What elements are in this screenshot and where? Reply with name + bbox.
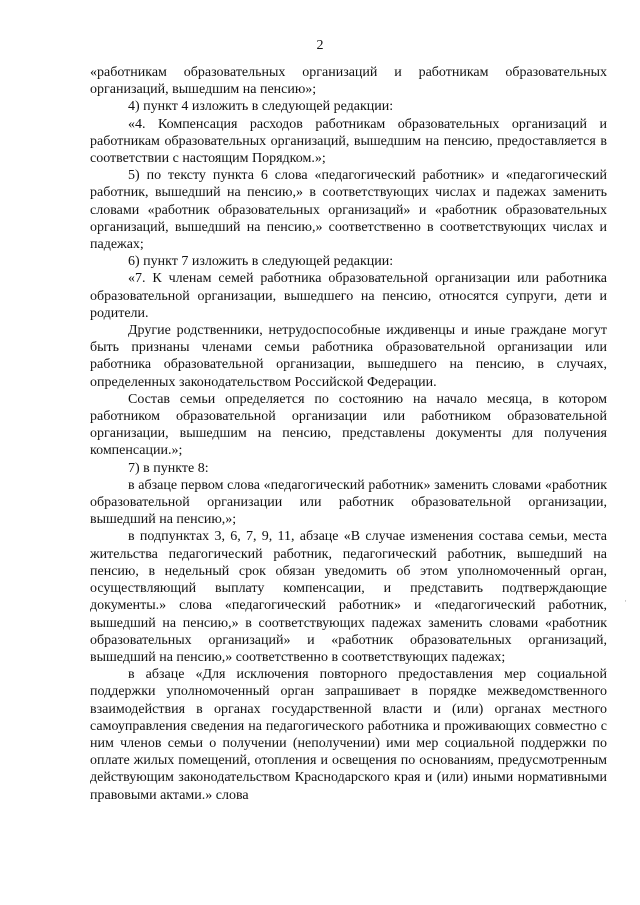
paragraph: 6) пункт 7 изложить в следующей редакции: (128, 254, 394, 270)
paragraph: Состав семьи определяется по состоянию на начало месяца, в котором работником образовательной организации или работником образовательной организации, вышедшим на пенсию, представлены документы для получения компенсации.»; (90, 391, 607, 459)
paragraph: 5) по тексту пункта 6 слова «педагогический работник» и «педагогический работник, вышедший на пенсию,» в соответствующих числах и падежах заменить словами «работник образовательных организаций» и «работник образовательных организаций, вышедший на пенсию,» соответственно в соответствующих числах и падежах; (90, 168, 607, 253)
paragraph: в абзаце «Для исключения повторного предоставления мер социальной поддержки уполномоченный орган запрашивает в порядке межведомственного взаимодействия в органах государственной власти и (или) органах местного самоуправления сведения на педагогического работника и проживающих совместно с ним членов семьи о получении (неполучении) ими мер социальной поддержки по оплате жилых помещений, отопления и освещения по основаниям, предусмотренным действующим законодательством Краснодарского края и (или) иными нормативными правовыми актами.» слова (90, 667, 607, 803)
paragraph: «7. К членам семей работника образовательной организации или работника образовательной организации, вышедшего на пенсию, относятся супруги, дети и родители. (90, 271, 607, 321)
paragraph: Другие родственники, нетрудоспособные иждивенцы и иные граждане могут быть признаны членами семьи работника образовательной организации или работника образовательной организации, вышедшего на пенсию, в случаях, определенных законодательством Российской Федерации. (90, 323, 607, 390)
paragraph: «4. Компенсация расходов работникам образовательных организаций и работникам образовательных организаций, вышедшим на пенсию, предоставляется в соответствии с настоящим Порядком.»; (90, 116, 607, 167)
paragraph: в подпунктах 3, 6, 7, 9, 11, абзаце «В случае изменения состава семьи, места жительства педагогический работник, педагогический работник, вышедший на пенсию, в недельный срок обязан уведомить об этом уполномоченный орган, осуществляющий выплату компенсации, и представить подтверждающие документы.» слова «педагогический работник» и «педагогический работник, вышедший на пенсию,» в соответствующих падежах заменить словами «работник образовательных организаций» и «работник образовательных организаций, вышедший на пенсию,» соответственно в соответствующих падежах; (90, 529, 607, 665)
paragraph: 4) пункт 4 изложить в следующей редакции: (128, 99, 394, 115)
page-number: 2 (316, 38, 324, 53)
paragraph: в абзаце первом слова «педагогический работник» заменить словами «работник образовательной организации или работник образовательной организации, вышедший на пенсию,»; (90, 477, 607, 528)
margin-mark: · (624, 596, 627, 606)
document-body (90, 64, 607, 804)
paragraph: «работникам образовательных организаций и работникам образовательных организаций, вышедшим на пенсию»; (90, 65, 607, 98)
paragraph: 7) в пункте 8: (128, 460, 209, 476)
